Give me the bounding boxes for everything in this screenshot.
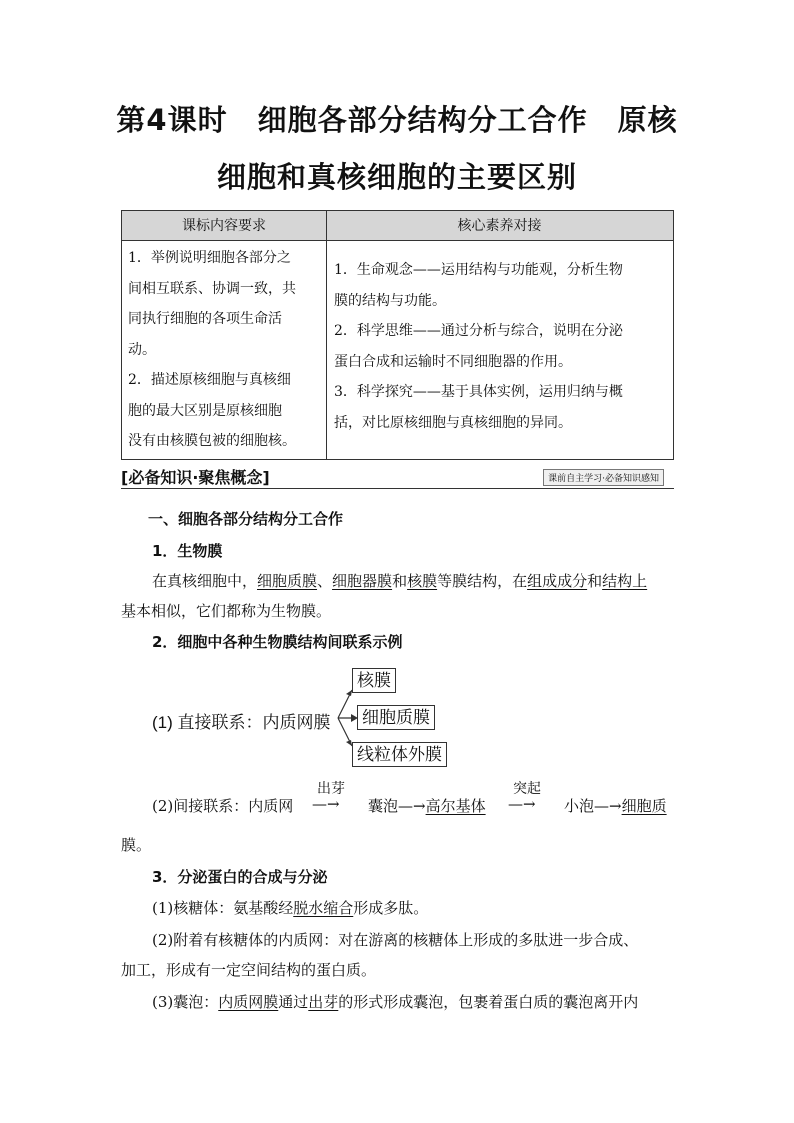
cell-line: 间相互联系、协调一致，共 xyxy=(128,280,296,297)
text: 小泡 xyxy=(564,797,595,815)
answer-underline: 内质网膜 xyxy=(218,993,279,1011)
text: (1)核糖体：氨基酸经 xyxy=(152,899,294,917)
paragraph-biomembrane-line-1 xyxy=(152,570,647,591)
arrow: —→ xyxy=(398,797,426,815)
arrow: —→ xyxy=(594,797,622,815)
table-header-standards: 课标内容要求 xyxy=(122,211,326,241)
cell-line: 胞的最大区别是原核细胞 xyxy=(128,402,282,419)
cell-line: 同执行细胞的各项生命活 xyxy=(128,311,282,327)
section-header-bar xyxy=(121,465,674,489)
answer-underline: 细胞器膜 xyxy=(332,572,393,590)
heading-1-2: 2．细胞中各种生物膜结构间联系示例 xyxy=(152,633,403,651)
section-tag: 课前自主学习·必备知识感知 xyxy=(543,469,664,486)
text: 、 xyxy=(317,572,333,590)
cell-line: 3．科学探究——基于具体实例，运用归纳与概 xyxy=(334,384,623,400)
table-cell-standards xyxy=(128,243,324,457)
text: 通过 xyxy=(278,993,309,1011)
table-header-competencies: 核心素养对接 xyxy=(326,211,673,241)
cell-line: 括，对比原核细胞与真核细胞的异同。 xyxy=(334,414,572,431)
page-title-line-2: 细胞和真核细胞的主要区别 xyxy=(216,160,577,194)
step-er-line-2: 加工，形成有一定空间结构的蛋白质。 xyxy=(121,961,377,979)
vesicle-label xyxy=(368,795,486,816)
section-label: [必备知识·聚焦概念] xyxy=(121,468,270,487)
small-vesicle-label xyxy=(564,795,667,816)
cell-line: 蛋白合成和运输时不同细胞器的作用。 xyxy=(334,353,572,370)
cell-line: 2．描述原核细胞与真核细 xyxy=(128,372,291,388)
dash-arrow: —→ xyxy=(312,795,340,813)
heading-1-1: 1．生物膜 xyxy=(152,542,223,560)
text: 和 xyxy=(587,572,603,590)
step-vesicle xyxy=(152,991,638,1012)
arrow-head xyxy=(351,714,358,722)
indirect-label: (2)间接联系：内质网 xyxy=(152,797,294,815)
indirect-line-2: 膜。 xyxy=(121,836,152,854)
text: (3)囊泡： xyxy=(152,993,219,1011)
text: 和 xyxy=(392,572,408,590)
page-title-line-1: 第4课时 细胞各部分结构分工合作 原核 xyxy=(116,103,678,137)
answer-underline: 组成成分 xyxy=(527,572,588,590)
cell-line: 没有由核膜包被的细胞核。 xyxy=(128,433,296,449)
box-plasma-membrane: 细胞质膜 xyxy=(357,705,435,730)
cell-line: 膜的结构与功能。 xyxy=(334,292,446,309)
answer-underline: 脱水缩合 xyxy=(293,899,354,917)
text: 等膜结构，在 xyxy=(437,572,528,590)
answer-underline: 高尔基体 xyxy=(425,797,486,815)
arrow-head xyxy=(346,690,352,696)
box-nuclear-membrane: 核膜 xyxy=(352,668,396,693)
table-cell-competencies xyxy=(334,255,670,438)
heading-1-3: 3．分泌蛋白的合成与分泌 xyxy=(152,868,328,886)
text: 形成多肽。 xyxy=(353,899,429,917)
answer-underline: 核膜 xyxy=(407,572,438,590)
dash-arrow-2: —→ xyxy=(508,795,536,813)
box-mitochondrial-outer-membrane: 线粒体外膜 xyxy=(352,742,447,767)
text: 在真核细胞中， xyxy=(152,572,258,590)
text: 囊泡 xyxy=(368,797,399,815)
step-ribosome xyxy=(152,897,428,918)
section-rule xyxy=(121,488,674,489)
branch-arrows xyxy=(336,680,360,770)
cell-line: 1．生命观念——运用结构与功能观，分析生物 xyxy=(334,262,623,278)
answer-underline: 细胞质 xyxy=(621,797,667,815)
answer-underline: 出芽 xyxy=(308,993,339,1011)
answer-underline: 细胞质膜 xyxy=(257,572,318,590)
cell-line: 1．举例说明细胞各部分之 xyxy=(128,250,291,266)
direct-link-label: (1) 直接联系：内质网膜 xyxy=(152,713,331,732)
standards-table xyxy=(121,210,674,460)
label-protrusion: 突起 xyxy=(513,781,541,797)
table-divider xyxy=(326,211,327,459)
answer-underline: 结构上 xyxy=(602,572,648,590)
arrow-head xyxy=(346,740,352,746)
step-er-line-1: (2)附着有核糖体的内质网：对在游离的核糖体上形成的多肽进一步合成、 xyxy=(152,931,639,949)
paragraph-biomembrane-line-2: 基本相似，它们都称为生物膜。 xyxy=(121,602,332,620)
cell-line: 动。 xyxy=(128,341,156,358)
label-budding: 出芽 xyxy=(317,781,345,797)
cell-line: 2．科学思维——通过分析与综合，说明在分泌 xyxy=(334,323,623,339)
heading-1: 一、细胞各部分结构分工合作 xyxy=(148,510,344,528)
text: 的形式形成囊泡，包裹着蛋白质的囊泡离开内 xyxy=(338,993,639,1011)
